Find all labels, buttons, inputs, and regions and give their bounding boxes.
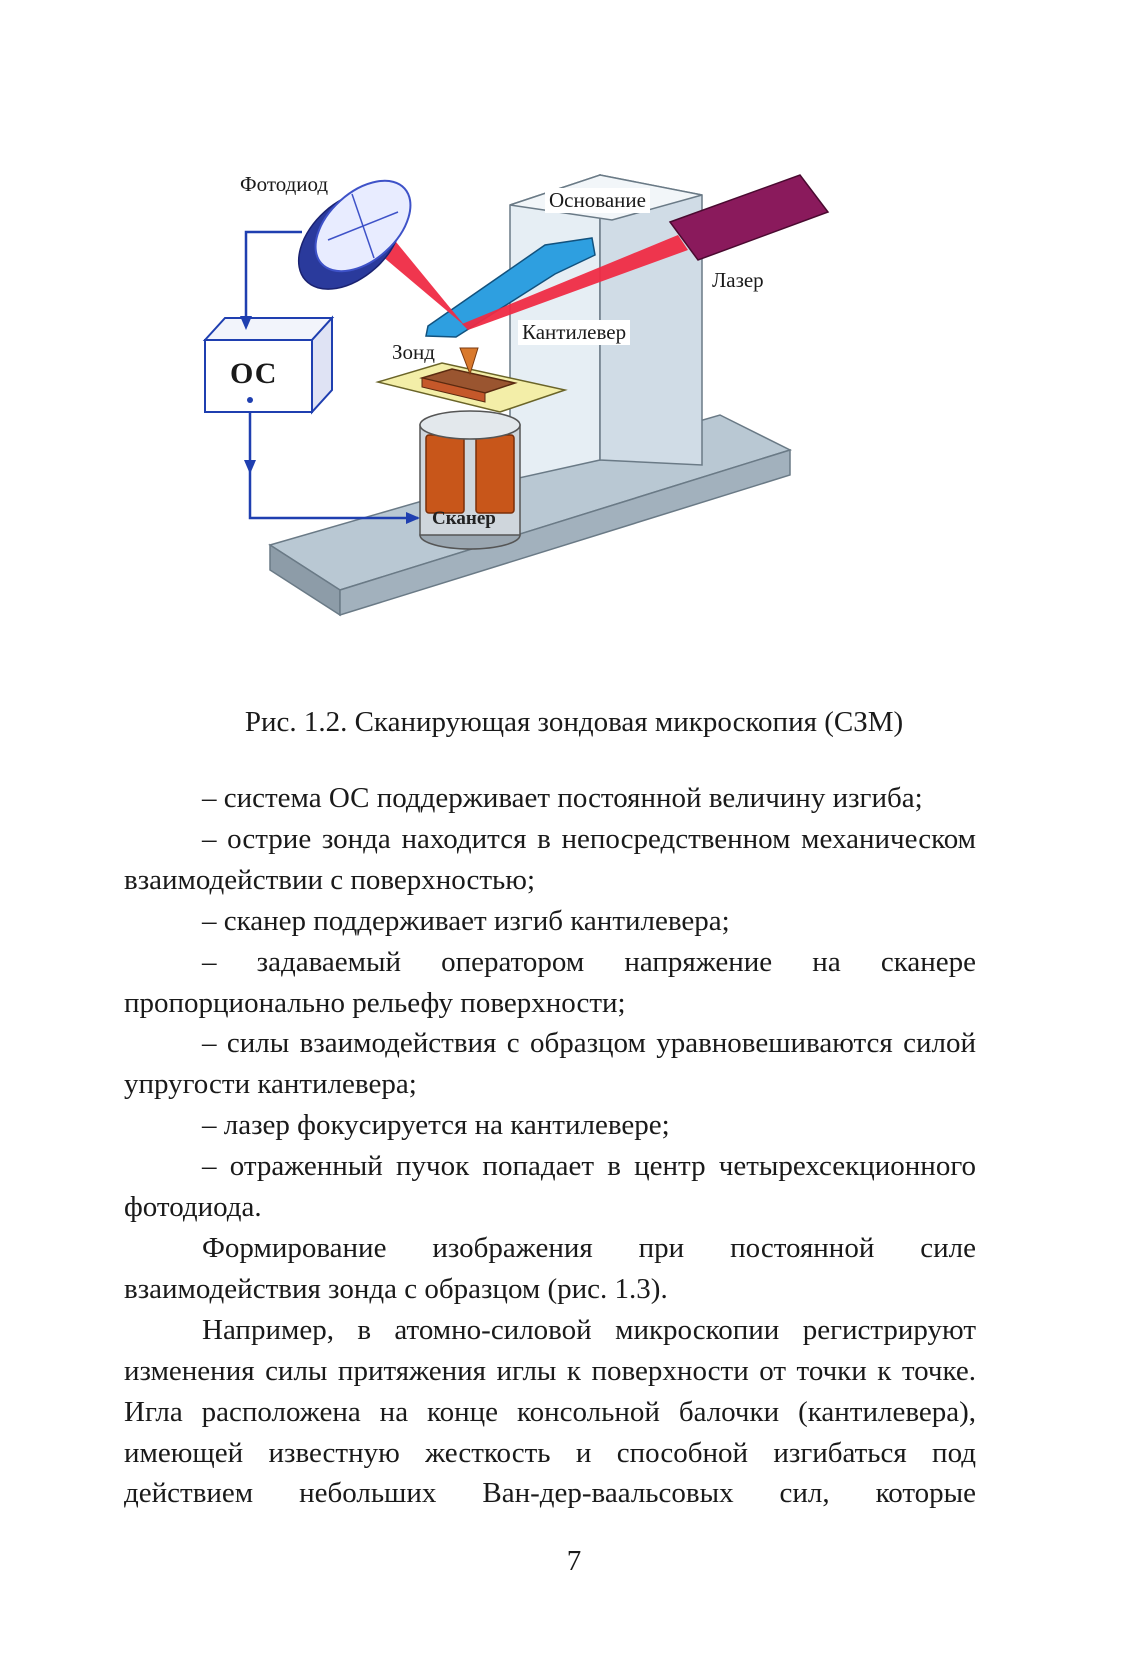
paragraph: – острие зонда находится в непосредственном механическом взаимодействии с поверхностью; bbox=[124, 822, 976, 896]
page-number: 7 bbox=[566, 1545, 582, 1577]
figure-caption: Рис. 1.2. Сканирующая зондовая микроскопия (СЗМ) bbox=[244, 706, 904, 738]
label-scanner: Сканер bbox=[432, 508, 496, 529]
paragraph: Формирование изображения при постоянной силе взаимодействия зонда с образцом (рис. 1.3). bbox=[124, 1231, 976, 1305]
wire-photodiode-os bbox=[246, 232, 302, 318]
paragraph: – отраженный пучок попадает в центр четырехсекционного фотодиода. bbox=[124, 1150, 976, 1224]
wire-arrow-2 bbox=[244, 460, 256, 474]
label-cantilever: Кантилевер bbox=[518, 320, 630, 345]
label-probe: Зонд bbox=[392, 340, 435, 364]
scanner-top bbox=[420, 411, 520, 439]
scanner-coil-left bbox=[426, 435, 464, 513]
paragraph: – система ОС поддерживает постоянной величину изгиба; bbox=[202, 782, 923, 814]
label-photodiode: Фотодиод bbox=[240, 172, 329, 196]
label-laser: Лазер bbox=[712, 268, 764, 292]
label-os: ОС bbox=[230, 357, 278, 390]
label-base: Основание bbox=[545, 188, 650, 213]
wire-os-scanner bbox=[250, 412, 418, 518]
wire-node bbox=[247, 397, 253, 403]
scanner-coil-right bbox=[476, 435, 514, 513]
paragraph: Например, в атомно-силовой микроскопии регистрируют изменения силы притяжения иглы к поверхности от точки к точке. Игла расположена на конце консольной балочки (кантилевера), имеющей известную жесткость и способной изгибаться под действием небольших Ван-дер-ваальсовых сил, которые bbox=[124, 1313, 976, 1510]
spm-diagram-drawing bbox=[200, 150, 920, 670]
laser-body bbox=[670, 175, 828, 260]
paragraph: – силы взаимодействия с образцом уравновешиваются силой упругости кантилевера; bbox=[124, 1027, 976, 1101]
body-text bbox=[124, 778, 976, 1514]
os-box-top bbox=[205, 318, 332, 340]
paragraph: – сканер поддерживает изгиб кантилевера; bbox=[202, 904, 730, 937]
paragraph: – лазер фокусируется на кантилевере; bbox=[202, 1109, 670, 1142]
spm-diagram bbox=[200, 150, 920, 670]
paragraph: – задаваемый оператором напряжение на сканере пропорционально рельефу поверхности; bbox=[124, 945, 976, 1019]
